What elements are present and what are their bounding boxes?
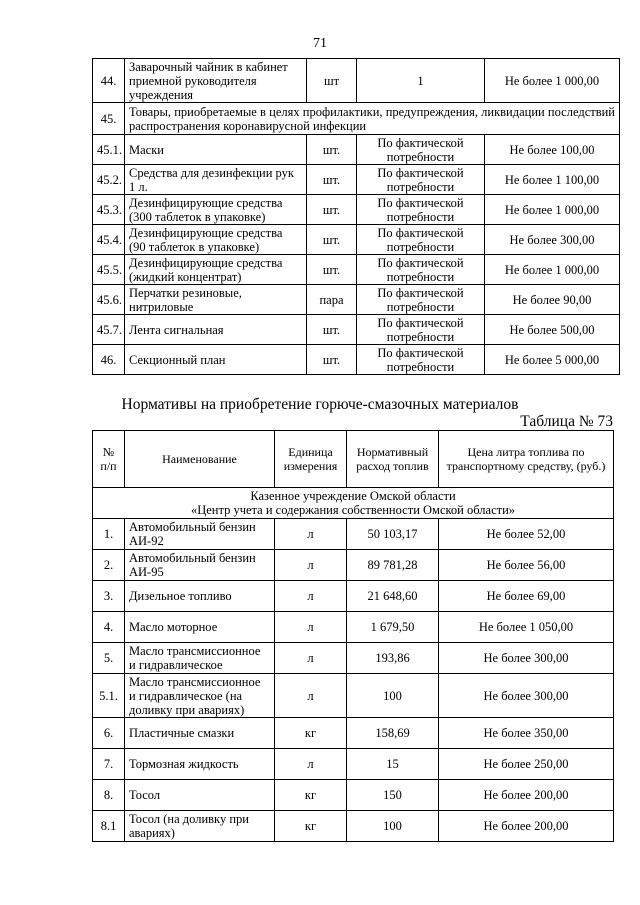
item-unit: кг: [275, 718, 347, 749]
item-unit: шт.: [307, 345, 357, 375]
row-number: 4.: [93, 612, 125, 643]
item-name: Масло трансмиссионное и гидравлическое: [125, 643, 275, 674]
item-name: Дезинфицирующие средства (300 таблеток в упаковке): [125, 195, 307, 225]
row-number: 44.: [93, 59, 125, 103]
table-row: [93, 749, 614, 780]
item-quantity: По фактической потребности: [357, 255, 485, 285]
table-row: [93, 255, 620, 285]
item-price: Не более 300,00: [439, 643, 614, 674]
item-unit: л: [275, 674, 347, 718]
table-row: [93, 674, 614, 718]
table-row: [93, 643, 614, 674]
table-row: [93, 581, 614, 612]
item-name: Масло трансмиссионное и гидравлическое (на доливку при авариях): [125, 674, 275, 718]
header-price: Цена литра топлива по транспортному средству, (руб.): [439, 431, 614, 488]
row-number: 45.6.: [93, 285, 125, 315]
row-number: 7.: [93, 749, 125, 780]
table-label: Таблица № 73: [520, 413, 613, 430]
item-name: Автомобильный бензин АИ-95: [125, 550, 275, 581]
row-number: 2.: [93, 550, 125, 581]
item-price: Не более 1 000,00: [485, 255, 620, 285]
row-number: 45.3.: [93, 195, 125, 225]
item-unit: шт.: [307, 135, 357, 165]
item-price: Не более 100,00: [485, 135, 620, 165]
item-name: Автомобильный бензин АИ-92: [125, 519, 275, 550]
item-name: Пластичные смазки: [125, 718, 275, 749]
item-price: Не более 1 000,00: [485, 59, 620, 103]
item-unit: кг: [275, 780, 347, 811]
row-number: 45.5.: [93, 255, 125, 285]
header-name: Наименование: [125, 431, 275, 488]
row-number: 45.7.: [93, 315, 125, 345]
row-number: 5.1.: [93, 674, 125, 718]
item-unit: л: [275, 643, 347, 674]
table-row: [93, 811, 614, 842]
item-name: Тосол (на доливку при авариях): [125, 811, 275, 842]
row-number: 45.: [93, 103, 125, 135]
item-price: Не более 1 000,00: [485, 195, 620, 225]
item-name: Масло моторное: [125, 612, 275, 643]
item-name: Дизельное топливо: [125, 581, 275, 612]
organization-line-2: «Центр учета и содержания собственности Омской области»: [190, 503, 516, 517]
item-price: Не более 1 050,00: [439, 612, 614, 643]
table-row: [93, 718, 614, 749]
item-quantity: По фактической потребности: [357, 165, 485, 195]
row-number: 45.4.: [93, 225, 125, 255]
row-number: 8.1: [93, 811, 125, 842]
item-name: Тосол: [125, 780, 275, 811]
table-row: [93, 195, 620, 225]
item-quantity: 89 781,28: [347, 550, 439, 581]
row-number: 45.2.: [93, 165, 125, 195]
item-quantity: По фактической потребности: [357, 285, 485, 315]
item-quantity: 100: [347, 811, 439, 842]
section-heading: Нормативы на приобретение горюче-смазочных материалов: [121, 396, 519, 413]
fuel-norms-table: [92, 430, 614, 842]
item-name: Дезинфицирующие средства (жидкий концентрат): [125, 255, 307, 285]
item-name: Средства для дезинфекции рук 1 л.: [125, 165, 307, 195]
table-row: [93, 780, 614, 811]
table-row: [93, 165, 620, 195]
item-price: Не более 5 000,00: [485, 345, 620, 375]
row-number: 3.: [93, 581, 125, 612]
item-unit: шт: [307, 59, 357, 103]
item-quantity: По фактической потребности: [357, 345, 485, 375]
item-price: Не более 1 100,00: [485, 165, 620, 195]
item-unit: шт.: [307, 195, 357, 225]
table-row: [93, 59, 620, 103]
item-name: Заварочный чайник в кабинет приемной руководителя учреждения: [125, 59, 307, 103]
item-unit: кг: [275, 811, 347, 842]
table-row: [93, 519, 614, 550]
organization-name: [93, 488, 614, 519]
item-name: Дезинфицирующие средства (90 таблеток в упаковке): [125, 225, 307, 255]
item-quantity: 158,69: [347, 718, 439, 749]
row-number: 5.: [93, 643, 125, 674]
header-unit: Единица измерения: [275, 431, 347, 488]
item-unit: шт.: [307, 225, 357, 255]
item-unit: л: [275, 519, 347, 550]
item-unit: л: [275, 581, 347, 612]
item-price: Не более 300,00: [485, 225, 620, 255]
item-price: Не более 52,00: [439, 519, 614, 550]
item-quantity: По фактической потребности: [357, 135, 485, 165]
item-unit: шт.: [307, 165, 357, 195]
item-price: Не более 200,00: [439, 811, 614, 842]
item-unit: шт.: [307, 255, 357, 285]
item-price: Не более 300,00: [439, 674, 614, 718]
group-title: Товары, приобретаемые в целях профилактики, предупреждения, ликвидации последствий распространения коронавирусной инфекции: [125, 103, 620, 135]
row-number: 46.: [93, 345, 125, 375]
item-price: Не более 200,00: [439, 780, 614, 811]
item-quantity: По фактической потребности: [357, 225, 485, 255]
table-row: [93, 103, 620, 135]
organization-line-1: Казенное учреждение Омской области: [250, 489, 456, 503]
item-unit: пара: [307, 285, 357, 315]
item-price: Не более 500,00: [485, 315, 620, 345]
page-number: 71: [313, 36, 327, 51]
table-row: [93, 135, 620, 165]
header-number: № п/п: [93, 431, 125, 488]
item-name: Маски: [125, 135, 307, 165]
table-header-row: [93, 431, 614, 488]
row-number: 6.: [93, 718, 125, 749]
item-name: Лента сигнальная: [125, 315, 307, 345]
item-price: Не более 250,00: [439, 749, 614, 780]
table-row: [93, 225, 620, 255]
item-name: Секционный план: [125, 345, 307, 375]
header-norm: Нормативный расход топлив: [347, 431, 439, 488]
table-row: [93, 550, 614, 581]
table-row: [93, 612, 614, 643]
table-row: [93, 315, 620, 345]
row-number: 1.: [93, 519, 125, 550]
organization-row: [93, 488, 614, 519]
item-quantity: 193,86: [347, 643, 439, 674]
item-unit: л: [275, 550, 347, 581]
item-unit: л: [275, 749, 347, 780]
row-number: 8.: [93, 780, 125, 811]
item-price: Не более 69,00: [439, 581, 614, 612]
table-row: [93, 285, 620, 315]
item-quantity: 150: [347, 780, 439, 811]
item-unit: шт.: [307, 315, 357, 345]
goods-table: [92, 58, 620, 375]
item-quantity: По фактической потребности: [357, 315, 485, 345]
row-number: 45.1.: [93, 135, 125, 165]
item-quantity: 1: [357, 59, 485, 103]
item-quantity: 50 103,17: [347, 519, 439, 550]
item-price: Не более 56,00: [439, 550, 614, 581]
item-name: Тормозная жидкость: [125, 749, 275, 780]
item-price: Не более 90,00: [485, 285, 620, 315]
item-quantity: 15: [347, 749, 439, 780]
table-row: [93, 345, 620, 375]
item-quantity: 21 648,60: [347, 581, 439, 612]
item-price: Не более 350,00: [439, 718, 614, 749]
item-quantity: 100: [347, 674, 439, 718]
item-name: Перчатки резиновые, нитриловые: [125, 285, 307, 315]
item-quantity: 1 679,50: [347, 612, 439, 643]
item-quantity: По фактической потребности: [357, 195, 485, 225]
item-unit: л: [275, 612, 347, 643]
